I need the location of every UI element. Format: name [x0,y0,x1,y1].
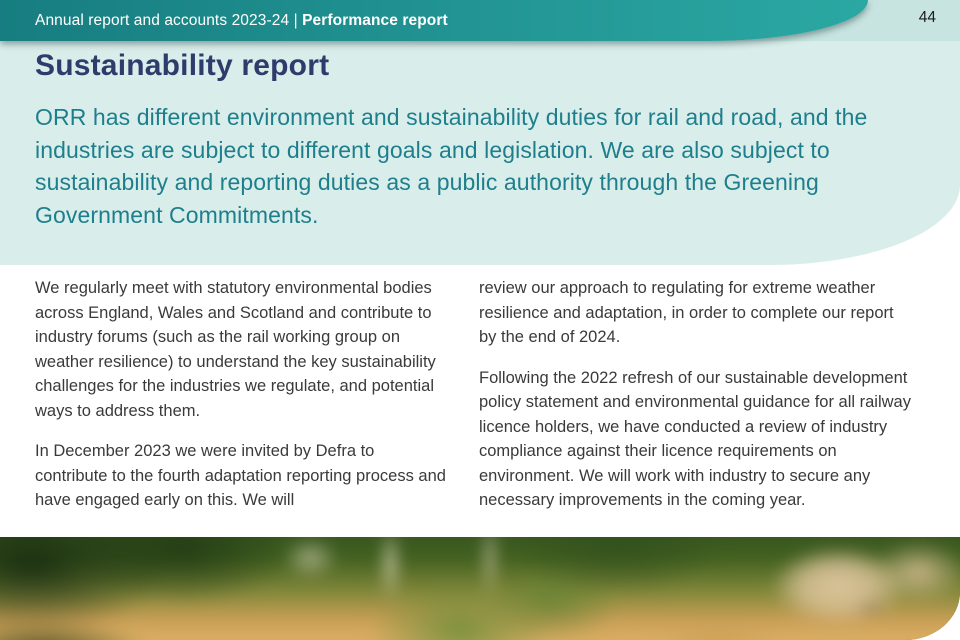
body-paragraph: We regularly meet with statutory environmental bodies across England, Wales and Scotland and contribute to industry forums (such as the rail working group on weather resilience) to understand the key sustainability challenges for the industries we regulate, and potential ways to address them. [35,279,436,420]
right-column [479,276,913,529]
breadcrumb [35,12,448,30]
meadow-photo [0,537,960,640]
body-paragraph: review our approach to regulating for extreme weather resilience and adaptation, in order to complete our report by the end of 2024. [479,279,894,346]
intro-paragraph: ORR has different environment and sustainability duties for rail and road, and the industries are subject to different goals and legislation. We are also subject to sustainability and reporting duties as a public authority through the Greening Government Commitments. [35,104,868,228]
body-paragraph: Following the 2022 refresh of our sustainable development policy statement and environmental guidance for all railway licence holders, we have conducted a review of industry compliance against their licence requirements on environment. We will work with industry to secure any necessary improvements in the coming year. [479,368,911,509]
page-number: 44 [918,9,936,26]
meadow-photo-blur [0,537,960,640]
body-columns [35,276,915,529]
breadcrumb-report-name: Annual report and accounts 2023-24 | [35,11,303,29]
header-bar [0,0,868,41]
left-column [35,276,447,529]
page-title: Sustainability report [35,49,330,82]
body-paragraph: In December 2023 we were invited by Defra to contribute to the fourth adaptation reporting process and have engaged early on this. We will [35,442,446,509]
breadcrumb-section-name: Performance report [302,11,448,29]
